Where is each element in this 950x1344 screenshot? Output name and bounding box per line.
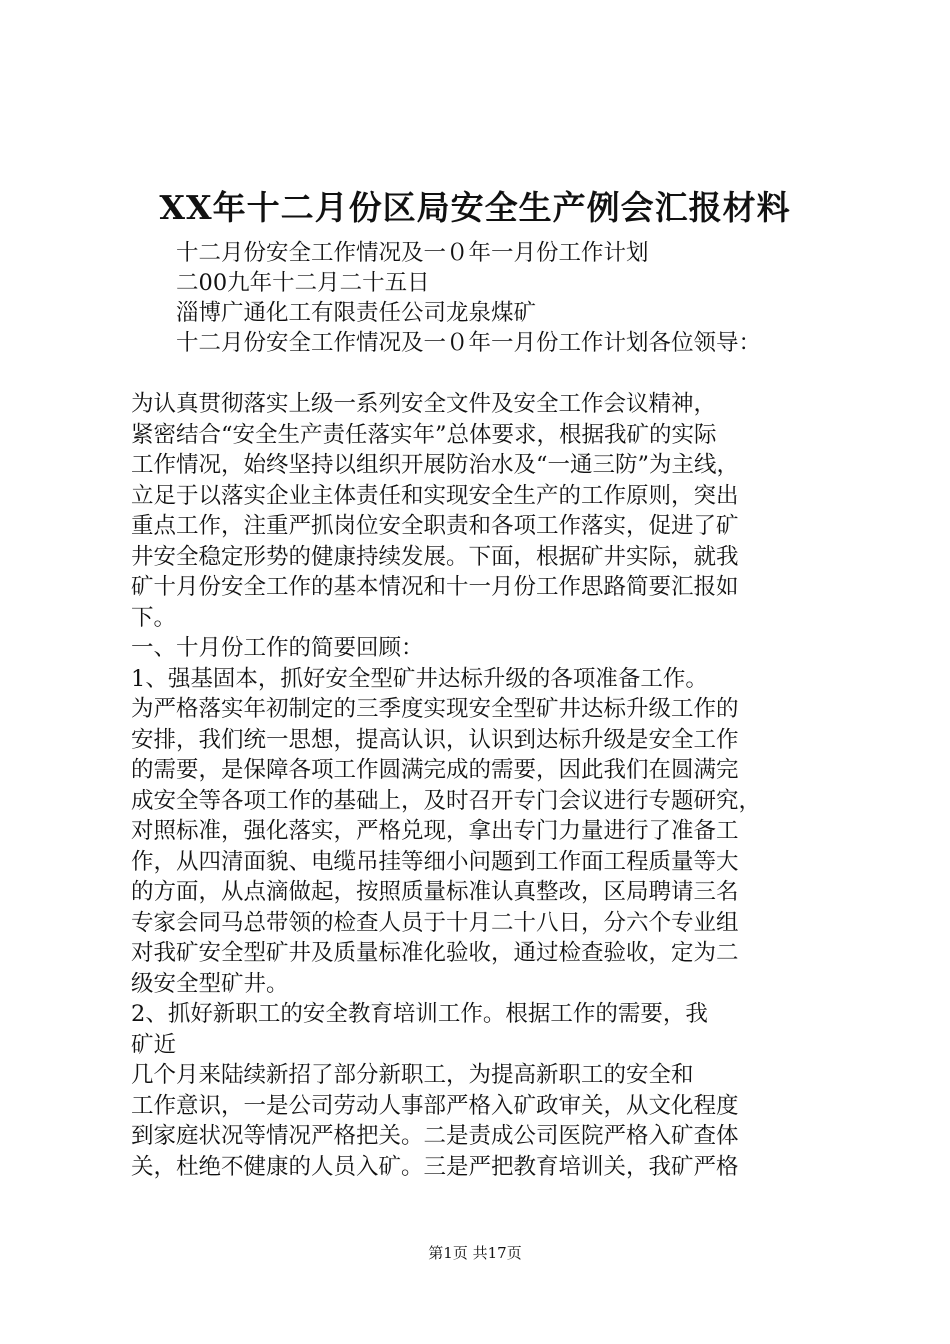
company-line: 淄博广通化工有限责任公司龙泉煤矿 xyxy=(176,300,537,326)
body-line: 立足于以落实企业主体责任和实现安全生产的工作原则，突出 xyxy=(131,482,739,509)
body-line: 的需要，是保障各项工作圆满完成的需要，因此我们在圆满完 xyxy=(131,757,739,783)
body-line: 关，杜绝不健康的人员入矿。三是严把教育培训关，我矿严格 xyxy=(131,1153,739,1180)
body-line: 对我矿安全型矿井及质量标准化验收，通过检查验收，定为二 xyxy=(131,940,739,966)
body-line: 的方面，从点滴做起，按照质量标准认真整改，区局聘请三名 xyxy=(131,879,739,905)
body-line: 下。 xyxy=(131,604,177,631)
section-heading: 一、十月份工作的简要回顾： xyxy=(131,635,424,661)
body-line: 工作情况，始终坚持以组织开展防治水及“一通三防”为主线， xyxy=(131,452,740,478)
body-line: 几个月来陆续新招了部分新职工，为提高新职工的安全和 xyxy=(131,1062,694,1088)
document-title: XX年十二月份区局安全生产例会汇报材料 xyxy=(159,188,791,227)
body-line: 级安全型矿井。 xyxy=(131,970,289,997)
salutation-line: 十二月份安全工作情况及一０年一月份工作计划各位领导： xyxy=(176,330,762,356)
body-line: 井安全稳定形势的健康持续发展。下面，根据矿井实际，就我 xyxy=(131,543,739,570)
body-line: 紧密结合“安全生产责任落实年”总体要求，根据我矿的实际 xyxy=(131,421,717,448)
body-line: 矿十月份安全工作的基本情况和十一月份工作思路简要汇报如 xyxy=(131,574,739,600)
body-line: 2、抓好新职工的安全教育培训工作。根据工作的需要，我 xyxy=(131,1001,708,1027)
body-line: 为严格落实年初制定的三季度实现安全型矿井达标升级工作的 xyxy=(131,696,739,722)
body-line: 矿近 xyxy=(131,1031,177,1058)
body-line: 专家会同马总带领的检查人员于十月二十八日，分六个专业组 xyxy=(131,909,739,936)
body-line: 成安全等各项工作的基础上，及时召开专门会议进行专题研究， xyxy=(131,787,762,814)
body-line: 工作意识，一是公司劳动人事部严格入矿政审关，从文化程度 xyxy=(131,1092,739,1119)
body-line: 1、强基固本，抓好安全型矿井达标升级的各项准备工作。 xyxy=(131,665,708,692)
body-line: 为认真贯彻落实上级一系列安全文件及安全工作会议精神， xyxy=(131,391,717,417)
body-line: 重点工作，注重严抓岗位安全职责和各项工作落实，促进了矿 xyxy=(131,513,739,539)
subtitle-line: 十二月份安全工作情况及一０年一月份工作计划 xyxy=(176,240,649,266)
body-line: 作，从四清面貌、电缆吊挂等细小问题到工作面工程质量等大 xyxy=(131,848,739,875)
body-text xyxy=(131,389,831,1182)
body-line: 到家庭状况等情况严格把关。二是责成公司医院严格入矿查体 xyxy=(131,1123,739,1149)
date-line: 二00九年十二月二十五日 xyxy=(176,270,430,296)
body-line: 安排，我们统一思想，提高认识，认识到达标升级是安全工作 xyxy=(131,726,739,753)
page-footer: 第1页 共17页 xyxy=(428,1244,522,1262)
body-line: 对照标准，强化落实，严格兑现，拿出专门力量进行了准备工 xyxy=(131,818,739,844)
